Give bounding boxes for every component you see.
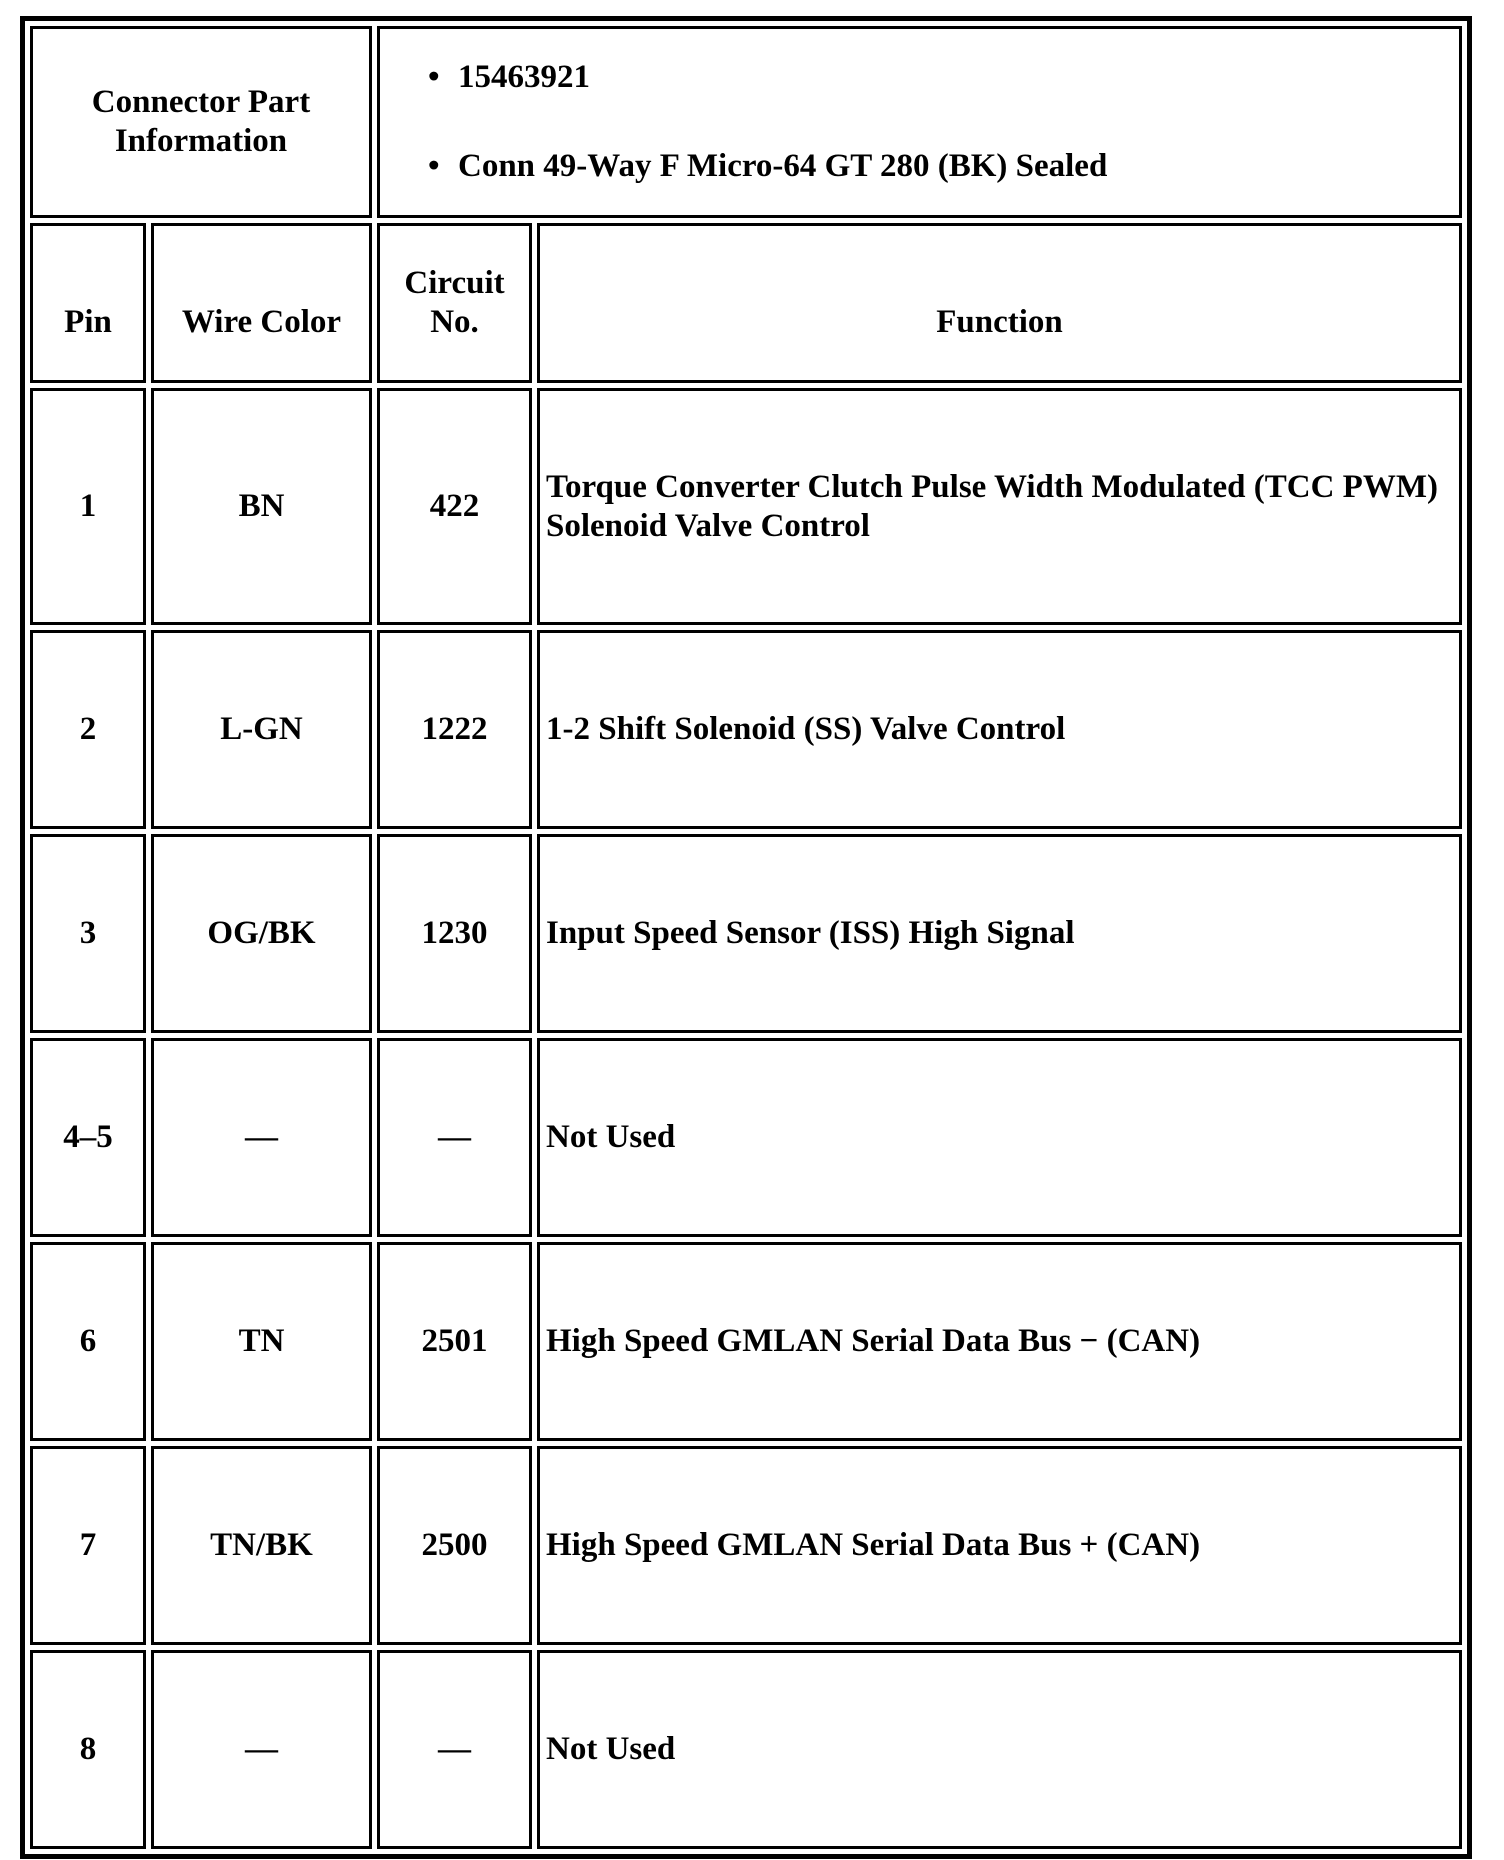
connector-pinout-table	[20, 16, 1472, 1859]
function-cell: 1-2 Shift Solenoid (SS) Valve Control	[537, 630, 1462, 829]
function-cell: Not Used	[537, 1038, 1462, 1237]
connector-part-values	[377, 26, 1462, 218]
function-cell: High Speed GMLAN Serial Data Bus + (CAN)	[537, 1446, 1462, 1645]
connector-part-label: Connector Part Information	[30, 26, 372, 218]
table-row	[30, 834, 1462, 1033]
header-pin: Pin	[30, 223, 146, 383]
wire-color-cell: L-GN	[151, 630, 372, 829]
circuit-cell: 1230	[377, 834, 532, 1033]
wire-color-cell: TN/BK	[151, 1446, 372, 1645]
table-row	[30, 1446, 1462, 1645]
table-row	[30, 1038, 1462, 1237]
pin-cell: 1	[30, 388, 146, 625]
wire-color-cell: —	[151, 1650, 372, 1849]
connector-description-item: • Conn 49-Way F Micro-64 GT 280 (BK) Sealed	[428, 148, 1108, 184]
circuit-cell: 1222	[377, 630, 532, 829]
wire-color-cell: —	[151, 1038, 372, 1237]
circuit-cell: —	[377, 1650, 532, 1849]
pin-cell: 8	[30, 1650, 146, 1849]
column-header-row	[30, 223, 1462, 383]
circuit-cell: —	[377, 1038, 532, 1237]
table-row	[30, 1650, 1462, 1849]
bullet-icon: •	[428, 148, 440, 184]
header-wire-color: Wire Color	[151, 223, 372, 383]
header-circuit-no: Circuit No.	[377, 223, 532, 383]
function-cell: Not Used	[537, 1650, 1462, 1849]
circuit-cell: 2500	[377, 1446, 532, 1645]
table-row	[30, 630, 1462, 829]
pin-cell: 6	[30, 1242, 146, 1441]
pin-cell: 3	[30, 834, 146, 1033]
header-function: Function	[537, 223, 1462, 383]
table-row	[30, 388, 1462, 625]
pin-cell: 4–5	[30, 1038, 146, 1237]
table-row	[30, 1242, 1462, 1441]
connector-info-row	[30, 26, 1462, 218]
wire-color-cell: OG/BK	[151, 834, 372, 1033]
wire-color-cell: BN	[151, 388, 372, 625]
bullet-icon: •	[428, 59, 440, 95]
function-cell: Input Speed Sensor (ISS) High Signal	[537, 834, 1462, 1033]
pin-cell: 7	[30, 1446, 146, 1645]
circuit-cell: 422	[377, 388, 532, 625]
circuit-cell: 2501	[377, 1242, 532, 1441]
part-info-list	[386, 58, 1453, 186]
part-number-item: • 15463921	[428, 59, 590, 95]
pin-cell: 2	[30, 630, 146, 829]
function-cell: Torque Converter Clutch Pulse Width Modulated (TCC PWM) Solenoid Valve Control	[537, 388, 1462, 625]
function-cell: High Speed GMLAN Serial Data Bus − (CAN)	[537, 1242, 1462, 1441]
wire-color-cell: TN	[151, 1242, 372, 1441]
